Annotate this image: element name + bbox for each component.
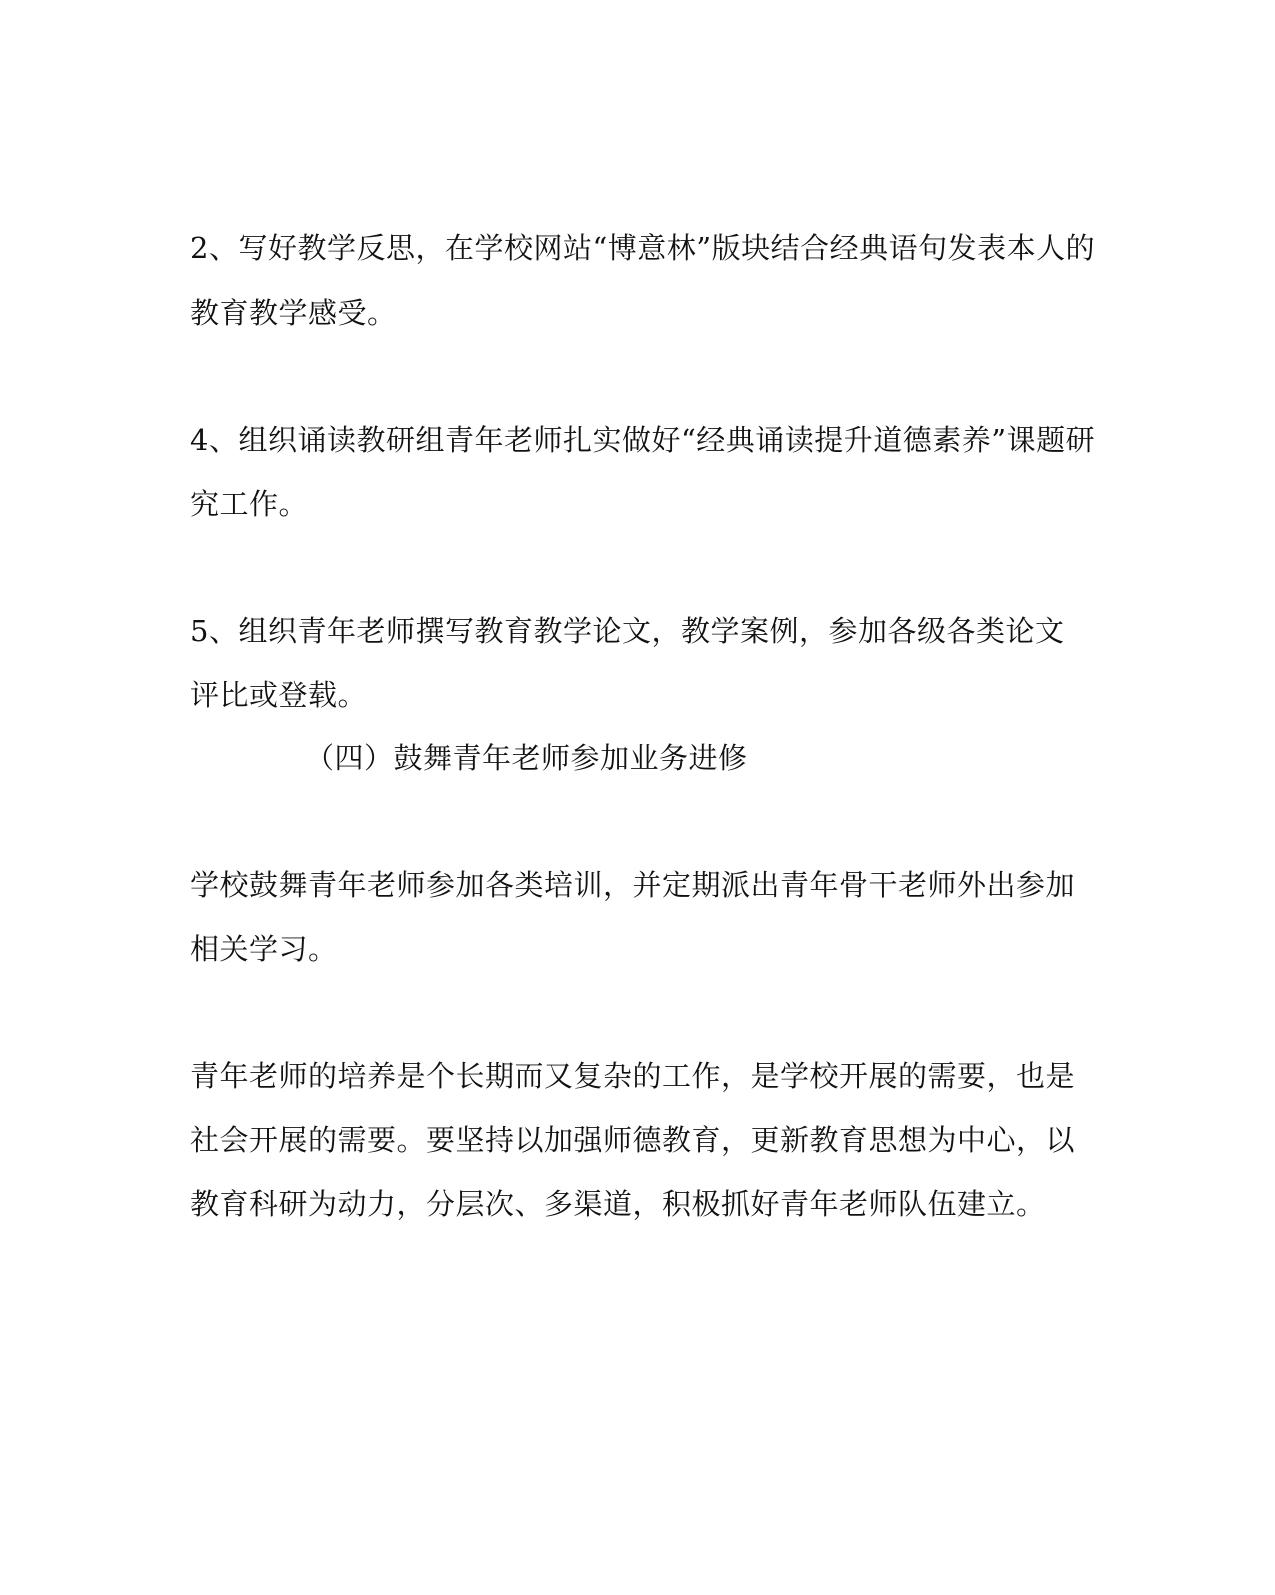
item-2-line-1: 2、写好教学反思，在学校网站“博意林”版块结合经典语句发表本人的	[190, 231, 1096, 265]
conclusion-paragraph-line-1: 青年老师的培养是个长期而又复杂的工作，是学校开展的需要，也是	[190, 1059, 1076, 1093]
conclusion-paragraph-line-3: 教育科研为动力，分层次、多渠道，积极抓好青年老师队伍建立。	[190, 1187, 1046, 1221]
item-4-line-1: 4、组织诵读教研组青年老师扎实做好“经典诵读提升道德素养”课题研	[190, 423, 1096, 457]
training-paragraph-line-1: 学校鼓舞青年老师参加各类培训，并定期派出青年骨干老师外出参加	[190, 868, 1076, 902]
item-5-line-1: 5、组织青年老师撰写教育教学论文，教学案例，参加各级各类论文	[190, 614, 1065, 648]
section-heading: （四）鼓舞青年老师参加业务进修	[305, 741, 748, 775]
item-2-line-2: 教育教学感受。	[190, 296, 397, 330]
training-paragraph-line-2: 相关学习。	[190, 932, 338, 966]
conclusion-paragraph-line-2: 社会开展的需要。要坚持以加强师德教育，更新教育思想为中心，以	[190, 1123, 1076, 1157]
item-4-line-2: 究工作。	[190, 487, 309, 521]
item-5-line-2: 评比或登载。	[190, 678, 368, 712]
